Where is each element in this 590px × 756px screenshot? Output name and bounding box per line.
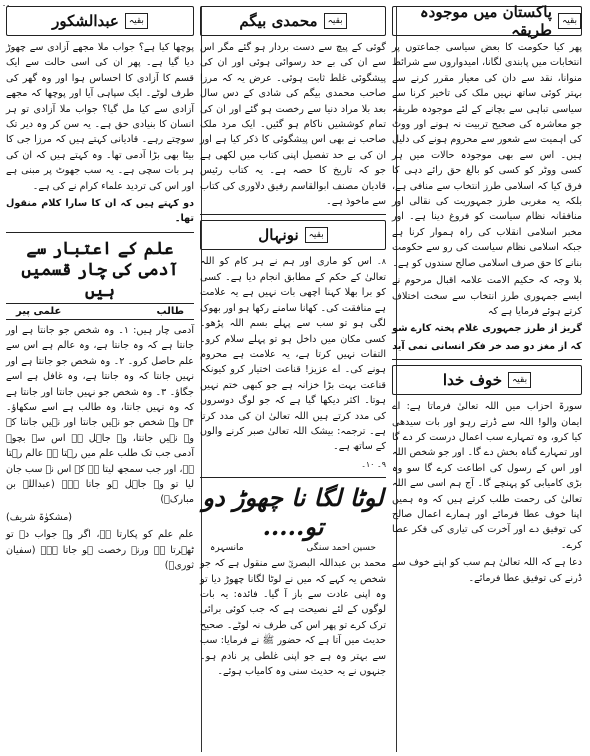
paragraph: بلا وجہ کہ حکیم الامت علامہ اقبال مرحوم نے ایسے جمہوری طرز انتخاب سے سخت اختلاف کرتے ہوئے فرمایا ہے کہ (392, 275, 582, 317)
sub-label: طالب (156, 305, 184, 317)
article-header-muhammadi (200, 6, 386, 36)
right-column (392, 3, 582, 752)
article-header-abdul-shakoor (6, 6, 194, 36)
article-body (200, 254, 386, 472)
item-numbers (200, 457, 386, 472)
paragraph: سورۃ احزاب میں اللہ تعالیٰ فرماتا ہے: اے ایمان والو! اللہ سے ڈرتے رہو اور بات سیدھی کیا کرو، وہ تمہارے سب اعمال درست کر دے گا اور تمہارے گناہ بخش دے گا۔ اور جو شخص اللہ اور اس کے رسول کی اطاعت کرے گا سو وہ بڑی کامیابی کو پہنچے گا۔ آج ہم اسی سے اللہ تعالیٰ کی رحمت طلب کرتے ہیں کہ وہ ہمیں اپنا خوف عطا فرمائے اور ہمارے اعمال صالح کی توفیق دے اور آخرت کی تیاری کی فکر عطا کرے۔ (392, 401, 582, 551)
poem-body (200, 556, 386, 679)
continued-tag: بقیہ (305, 227, 328, 243)
continued-tag: بقیہ (508, 372, 531, 388)
article-title: پاکستان میں موجودہ طریقہ (419, 3, 552, 39)
article-header-pakistan (392, 3, 582, 39)
article-title: عبدالشکور (52, 12, 119, 30)
continued-tag: بقیہ (125, 13, 148, 29)
divider (200, 214, 386, 215)
paragraph-end: دو کہتے ہیں کہ ان کا سارا کلام منقول تھا۔ (6, 198, 194, 225)
paragraph: پوچھا کیا ہے؟ جواب ملا مجھے آزادی سے چھوڑ دیا گیا ہے۔ پھر ان کی اسی حالت سے ایک قسم کا آزادی کا احساس ہوا اور وہ گھر کی طرف لوٹے۔ ایک سپاہی آیا اور پوچھا کہ مجھے آزادی سے کیا مل گیا؟ جواب ملا آزادی تو ہر انسان کا بنیادی حق ہے۔ یہ سن کر وہ دیر تک سوچتے رہے۔ قادیانی کہتے ہیں کہ مرزا جی کا بیٹا بھی بڑا آدمی تھا۔ وہ کہتے ہیں کہ ان کی ہر بات سچی ہے۔ یہ سب جھوٹ پر مبنی ہے اور اس کی تردید علماء کرام نے کی ہے۔ (6, 42, 194, 192)
paragraph: پھر کیا حکومت کا بعض سیاسی جماعتوں پر انتخابات میں پابندی لگانا، امیدواروں سے شرائط منوانا، نقد سے دان کی معیار مقرر کرنے سے بہتر کوئی ساتھ نہیں ملک کی تاخیر کرنا سے سیاسی تباہی سے بچانے کے لئے موجودہ طریقہ جو معاشرہ کی صحیح تربیت نہ ہونے اور ووٹ کی اہمیت سے شعور سے محروم ہونے کی دلیل ہیں۔ اس سے بھی موجودہ حالات میں ہر کسی ووٹر کو کسی کو بالغ حق رائے دہی کا فرق کیا کہ اسلامی طرز انتخاب سے منافی ہے، بلکہ یہ مغربی طرز جمہوریت کی نقالی اور منافقانہ نظام سیاست کو فروغ دینا ہے۔ اور مخبر اسلامی انقلاب کی راہ ہموار کرنا ہے جبکہ اسلامی نظام سیاست کی رو سے حکومت بنانے کا حق صرف اسلامی صالح سندوں کو ہے۔ (392, 42, 582, 269)
article-title: خوف خدا (442, 371, 503, 390)
article-body (6, 323, 194, 574)
divider (6, 232, 194, 233)
poem-title: لوٹا لگا نا چھوڑ دو تو..... (202, 483, 384, 542)
sub-label: علمی پیر (16, 305, 62, 317)
verse-line: کہ از مغز دو صد خر فکر انسانی نمی آید (392, 340, 582, 352)
continued-tag: بقیہ (324, 13, 347, 29)
paragraph: محمد بن عبداللہ البصریؓ سے منقول ہے کہ جو شخص یہ کہے کہ میں نے لوٹا لگانا چھوڑ دیا تو وہ اپنی عادت سے باز آ گیا۔ فائدہ: یہ بات لوگوں کے لئے نصیحت ہے کہ جب کوئی برائی ترک کرے تو پھر اس کی طرف نہ لوٹے۔ صحیح حدیث میں آتا ہے کہ حضور ﷺ نے فرمایا: سب سے بہتر وہ ہے جو اپنی غلطی پر نادم ہو۔ جنہوں نے یہ حدیث سنی وہ کامیاب ہوئے۔ (200, 558, 386, 677)
left-column (6, 6, 194, 752)
article-body (392, 399, 582, 586)
item-number: ۹۔ (377, 459, 386, 469)
article-title: نونہال (258, 226, 299, 245)
paragraph: دعا ہے کہ اللہ تعالیٰ ہم سب کو اپنے خوف سے ڈرنے کی توفیق عطا فرمائے۔ (392, 557, 582, 584)
corner-mark: ۔۔ (2, 0, 11, 8)
subheading-box (6, 303, 194, 320)
middle-column (200, 6, 386, 752)
article-body (392, 40, 582, 354)
article-body (200, 40, 386, 209)
continued-tag: بقیہ (558, 13, 581, 29)
article-header-khauf (392, 365, 582, 395)
author-place: مانسہرہ (210, 543, 244, 554)
divider (200, 477, 386, 478)
article-title: محمدی بیگم (239, 12, 318, 30)
divider (392, 359, 582, 360)
item-number: ۸۔ (377, 257, 386, 267)
article-title-ilm: علم کے اعتبار سے آدمی کی چار قسمیں ہیں (21, 238, 179, 301)
article-header-naunihal (200, 220, 386, 250)
paragraph: آدمی چار ہیں: ۱۔ وہ شخص جو جانتا ہے اور جانتا ہے کہ وہ جانتا ہے، وہ عالم ہے اس سے علم حاصل کرو۔ ۲۔ وہ شخص جو جانتا ہے اور نہیں جانتا کہ وہ جانتا ہے، وہ غافل ہے اسے جگاؤ۔ ۳۔ وہ شخص جو نہیں جانتا اور جانتا ہے کہ وہ نہیں جانتا، وہ طالب ہے اسے سکھاؤ۔ ۴۔ وہ شخص جو نہیں جانتا اور نہیں جانتا کہ وہ نہیں جانتا، وہ جاہل ہے اس سے بچو۔ آدمی جب تک طلب علم میں رہتا ہے عالم رہتا ہے، اور جب سمجھ لیتا ہے کہ اس نے سب جان لیا تو وہ جاہل ہو جاتا ہے۔ (عبداللہ بن مبارکؒ) (6, 324, 194, 506)
article-body (6, 40, 194, 227)
verse-line: گریز از طرز جمہوری غلام پختہ کارے شو (392, 323, 582, 335)
paragraph: علم علم کو پکارتا ہے، اگر وہ جواب دے تو ٹھہرتا ہے ورنہ رخصت ہو جاتا ہے۔ (سفیان ثوریؒ) (6, 529, 194, 571)
paragraph-text: اس کو ماری اور ہم نے ہر کام کو اللہ تعالیٰ کے حکم کے مطابق انجام دیا ہے۔ کسی کو برا بھلا کہنا اچھی بات نہیں ہے یہ علامت ہے منافقت کی۔ کھانا سامنے رکھا ہو اور بھوک لگی ہو تو سب سے پہلے بسم اللہ پڑھو۔ کسی مکان میں داخل ہو تو پہلے سلام کرو۔ التفات نہیں کرتا ہے، یہ علامت ہے محروم ہونے کی۔ اے عزیز! قناعت اختیار کرو کیونکہ قناعت بہت بڑا خزانہ ہے جو کبھی ختم نہیں ہوتا۔ اکثر دیکھا گیا ہے کہ جو لوگ دوسروں کی مدد کرتے ہیں اللہ تعالیٰ ان کی مدد کرتا ہے۔ ترجمہ: بیشک اللہ تعالیٰ صبر کرنے والوں کے ساتھ ہے۔ (200, 256, 386, 453)
paragraph: گوئی کے پیچ سے دست بردار ہو گئے مگر اس سے ان کی بے حد رسوائی ہوئی اور ان کی پیشگوئی غلط ثابت ہوئی۔ عرض یہ کہ مرزا صاحب محمدی بیگم کی شادی کے دس سال بعد بلا مراد دنیا سے رخصت ہو گئے اور ان کی تمام کوششیں ناکام ہو گئیں۔ ایک مرد ملک صاحب نے بھی اس پیشگوئی کا ذکر کیا ہے اور ان کی بے حد تفصیل اپنی کتاب میں لکھی ہے جو کہ تاریخ کا حصہ ہے۔ یہ کتاب رئیس قادیان مصنف ابوالقاسم رفیق دلاوری کی کتاب سے ماخوذ ہے۔ (200, 42, 386, 208)
paragraph (200, 254, 386, 454)
author-name: حسین احمد سنگی (306, 543, 376, 554)
reference: (مشکوٰۃ شریف) (6, 511, 73, 523)
poem-byline (200, 543, 386, 553)
item-number: ۱۰۔ (361, 459, 375, 469)
